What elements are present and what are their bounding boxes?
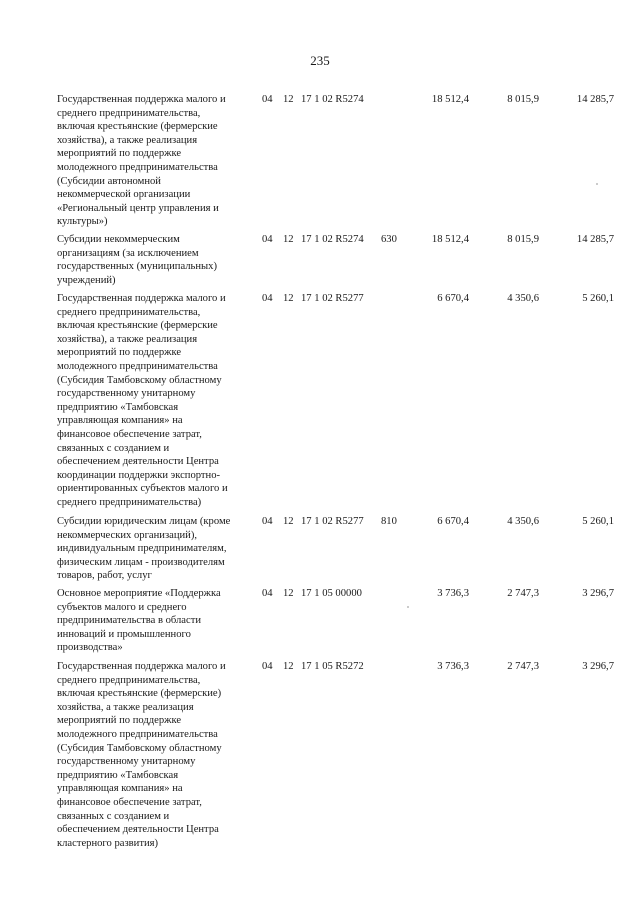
scan-speck xyxy=(596,183,598,185)
section-code: 04 xyxy=(262,661,273,672)
year2-amount: 8 015,9 xyxy=(507,234,539,245)
year1-amount: 6 670,4 xyxy=(437,293,469,304)
target-article-code: 17 1 05 00000 xyxy=(301,588,362,599)
row-description: Основное мероприятие «Поддержка субъектов малого и среднего предпринимательства в области инноваций и промышленного производства» xyxy=(57,588,221,654)
section-code: 04 xyxy=(262,94,273,105)
section-code: 04 xyxy=(262,588,273,599)
year2-amount: 2 747,3 xyxy=(507,661,539,672)
year1-amount: 18 512,4 xyxy=(431,94,469,105)
subsection-code: 12 xyxy=(283,516,294,527)
subsection-code: 12 xyxy=(283,588,294,599)
expense-type-code: 810 xyxy=(381,516,397,527)
section-code: 04 xyxy=(262,293,273,304)
section-code: 04 xyxy=(262,234,273,245)
year1-amount: 3 736,3 xyxy=(437,588,469,599)
row-description: Субсидии юридическим лицам (кроме некоммерческих организаций), индивидуальным предпринимателям, физическим лицам - производителям товаров, работ, услуг xyxy=(57,516,231,582)
page-number: 235 xyxy=(310,53,330,68)
row-description: Субсидии некоммерческим организациям (за исключением государственных (муниципальных) учреждений) xyxy=(57,234,217,286)
year1-amount: 6 670,4 xyxy=(437,516,469,527)
year3-amount: 3 296,7 xyxy=(582,661,614,672)
subsection-code: 12 xyxy=(283,293,294,304)
target-article-code: 17 1 02 R5277 xyxy=(301,516,364,527)
row-description: Государственная поддержка малого и среднего предпринимательства, включая крестьянские (фермерские хозяйства), а также реализация мероприятий по поддержке молодежного предпринимательства (Субсидия Тамбовскому областному государственному унитарному предприятию «Тамбовская управляющая компания» на финансовое обеспечение затрат, связанных с созданием и обеспечением деятельности Центра координации поддержки экспортно- ориентированных субъектов малого и среднего предпринимательства) xyxy=(57,293,228,508)
target-article-code: 17 1 02 R5277 xyxy=(301,293,364,304)
year3-amount: 14 285,7 xyxy=(576,234,614,245)
year3-amount: 14 285,7 xyxy=(576,94,614,105)
year2-amount: 4 350,6 xyxy=(507,293,539,304)
section-code: 04 xyxy=(262,516,273,527)
target-article-code: 17 1 02 R5274 xyxy=(301,94,364,105)
row-description: Государственная поддержка малого и среднего предпринимательства, включая крестьянские (фермерские хозяйства), а также реализация мероприятий по поддержке молодежного предпринимательства (Субсидии автономной некоммерческой организации «Региональный центр управления и культуры») xyxy=(57,94,226,228)
year3-amount: 5 260,1 xyxy=(582,293,614,304)
target-article-code: 17 1 02 R5274 xyxy=(301,234,364,245)
year1-amount: 18 512,4 xyxy=(431,234,469,245)
subsection-code: 12 xyxy=(283,234,294,245)
target-article-code: 17 1 05 R5272 xyxy=(301,661,364,672)
year2-amount: 4 350,6 xyxy=(507,516,539,527)
year1-amount: 3 736,3 xyxy=(437,661,469,672)
year2-amount: 2 747,3 xyxy=(507,588,539,599)
subsection-code: 12 xyxy=(283,94,294,105)
year2-amount: 8 015,9 xyxy=(507,94,539,105)
subsection-code: 12 xyxy=(283,661,294,672)
scan-speck xyxy=(407,606,409,608)
expense-type-code: 630 xyxy=(381,234,397,245)
row-description: Государственная поддержка малого и среднего предпринимательства, включая крестьянские (фермерские) хозяйства, а также реализация мероприятий по поддержке молодежного предпринимательства (Субсидия Тамбовскому областному государственному унитарному предприятию «Тамбовская управляющая компания» на финансовое обеспечение затрат, связанных с созданием и обеспечением деятельности Центра кластерного развития) xyxy=(57,661,226,849)
year3-amount: 5 260,1 xyxy=(582,516,614,527)
year3-amount: 3 296,7 xyxy=(582,588,614,599)
